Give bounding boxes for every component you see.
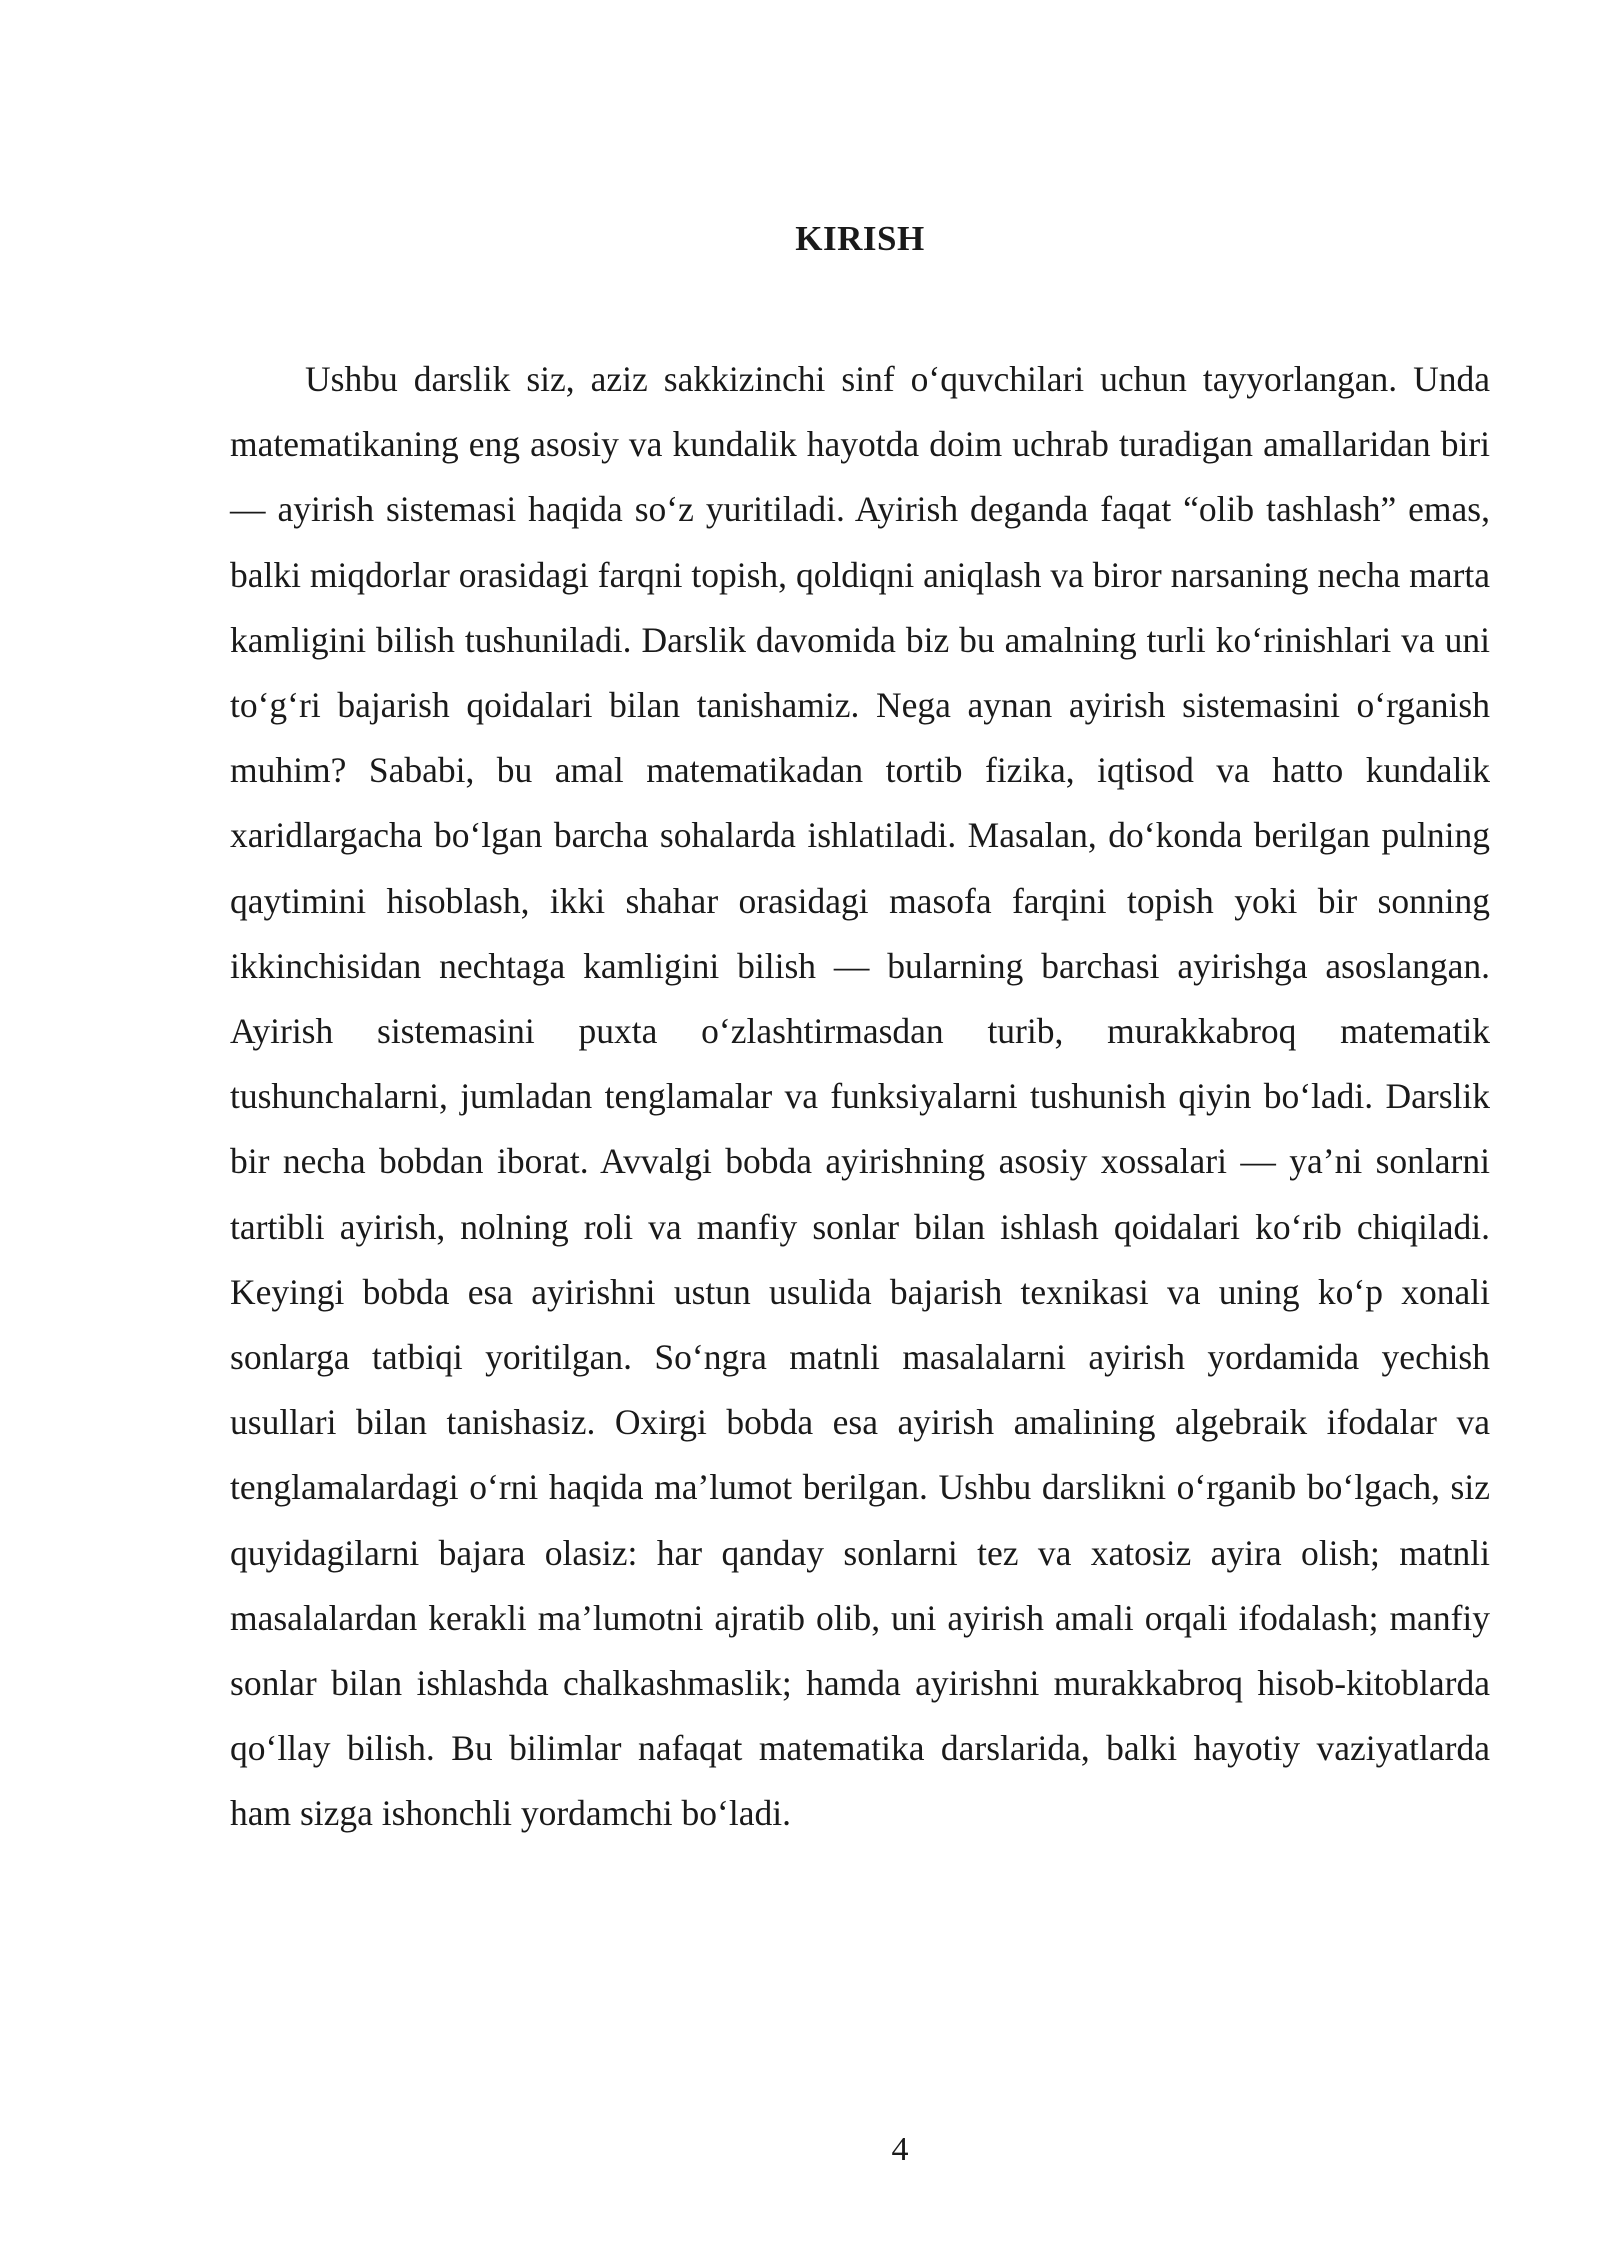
- page-number: 4: [891, 2131, 909, 2168]
- page-title: KIRISH: [795, 219, 925, 258]
- body-paragraph: Ushbu darslik siz, aziz sakkizinchi sinf o‘quvchilari uchun tayyorlangan. Unda matematikaning eng asosiy va kundalik hayotda doim uchrab turadigan amallaridan biri — ayirish sistemasi haqida so‘z yuritiladi. Ayirish deganda faqat “olib tashlash” emas, balki miqdorlar orasidagi farqni topish, qoldiqni aniqlash va biror narsaning necha marta kamligini bilish tushuniladi. Darslik davomida biz bu amalning turli ko‘rinishlari va uni to‘g‘ri bajarish qoidalari bilan tanishamiz. Nega aynan ayirish sistemasini o‘rganish muhim? Sababi, bu amal matematikadan tortib fizika, iqtisod va hatto kundalik xaridlargacha bo‘lgan barcha sohalarda ishlatiladi. Masalan, do‘konda berilgan pulning qaytimini hisoblash, ikki shahar orasidagi masofa farqini topish yoki bir sonning ikkinchisidan nechtaga kamligini bilish — bularning barchasi ayirishga asoslangan. Ayirish sistemasini puxta o‘zlashtirmasdan turib, murakkabroq matematik tushunchalarni, jumladan tenglamalar va funksiyalarni tushunish qiyin bo‘ladi. Darslik bir necha bobdan iborat. Avvalgi bobda ayirishning asosiy xossalari — ya’ni sonlarni tartibli ayirish, nolning roli va manfiy sonlar bilan ishlash qoidalari ko‘rib chiqiladi. Keyingi bobda esa ayirishni ustun usulida bajarish texnikasi va uning ko‘p xonali sonlarga tatbiqi yoritilgan. So‘ngra matnli masalalarni ayirish yordamida yechish usullari bilan tanishasiz. Oxirgi bobda esa ayirish amalining algebraik ifodalar va tenglamalardagi o‘rni haqida ma’lumot berilgan. Ushbu darslikni o‘rganib bo‘lgach, siz quyidagilarni bajara olasiz: har qanday sonlarni tez va xatosiz ayira olish; matnli masalalardan kerakli ma’lumotni ajratib olib, uni ayirish amali orqali ifodalash; manfiy sonlar bilan ishlashda chalkashmaslik; hamda ayirishni murakkabroq hisob-kitoblarda qo‘llay bilish. Bu bilimlar nafaqat matematika darslarida, balki hayotiy vaziyatlarda ham sizga ishonchli yordamchi bo‘ladi.: [230, 359, 1490, 1834]
